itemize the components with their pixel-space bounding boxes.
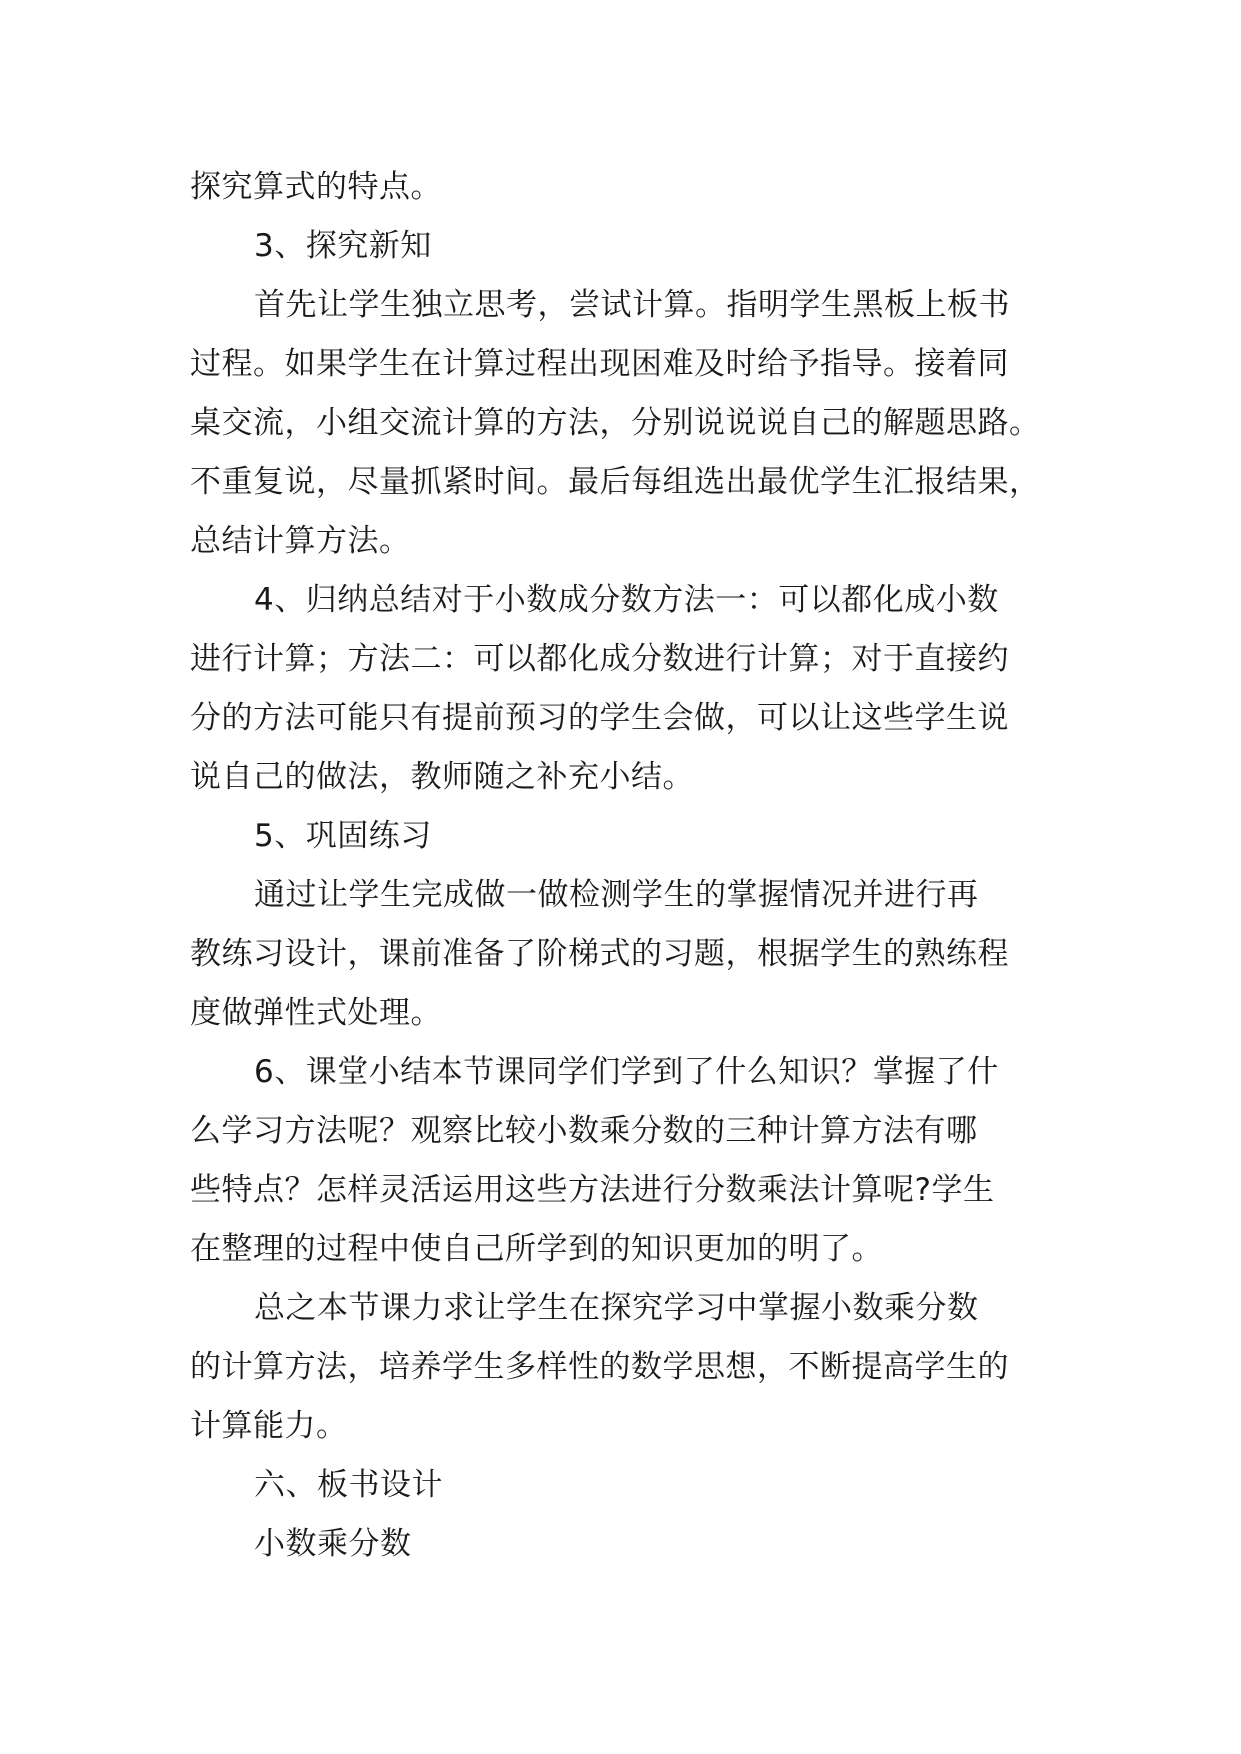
text-line: 4、归纳总结对于小数成分数方法一：可以都化成小数 [254,582,999,618]
text-line: 总之本节课力求让学生在探究学习中掌握小数乘分数 [254,1290,979,1326]
text-line: 探究算式的特点。 [190,169,442,205]
text-line: 小数乘分数 [254,1526,412,1562]
text-line: 教练习设计，课前准备了阶梯式的习题，根据学生的熟练程 [190,936,1009,972]
text-line: 桌交流，小组交流计算的方法，分别说说说自己的解题思路。 [190,405,1041,441]
text-line: 些特点？怎样灵活运用这些方法进行分数乘法计算呢?学生 [190,1172,995,1208]
text-line: 在整理的过程中使自己所学到的知识更加的明了。 [190,1231,883,1267]
text-line: 6、课堂小结本节课同学们学到了什么知识？掌握了什 [254,1054,999,1090]
text-line: 5、巩固练习 [254,818,432,854]
text-line: 六、板书设计 [254,1467,443,1503]
text-line: 么学习方法呢？观察比较小数乘分数的三种计算方法有哪 [190,1113,978,1149]
text-line: 3、探究新知 [254,228,432,264]
text-line: 分的方法可能只有提前预习的学生会做，可以让这些学生说 [190,700,1009,736]
text-line: 的计算方法，培养学生多样性的数学思想，不断提高学生的 [190,1349,1009,1385]
text-line: 不重复说，尽量抓紧时间。最后每组选出最优学生汇报结果， [190,464,1041,500]
text-line: 通过让学生完成做一做检测学生的掌握情况并进行再 [254,877,979,913]
text-line: 过程。如果学生在计算过程出现困难及时给予指导。接着同 [190,346,1009,382]
text-line: 度做弹性式处理。 [190,995,442,1031]
text-line: 总结计算方法。 [190,523,411,559]
text-line: 首先让学生独立思考，尝试计算。指明学生黑板上板书 [254,287,1010,323]
text-line: 进行计算；方法二：可以都化成分数进行计算；对于直接约 [190,641,1009,677]
text-line: 计算能力。 [190,1408,348,1444]
document-body [190,158,1070,1574]
text-line: 说自己的做法，教师随之补充小结。 [190,759,694,795]
